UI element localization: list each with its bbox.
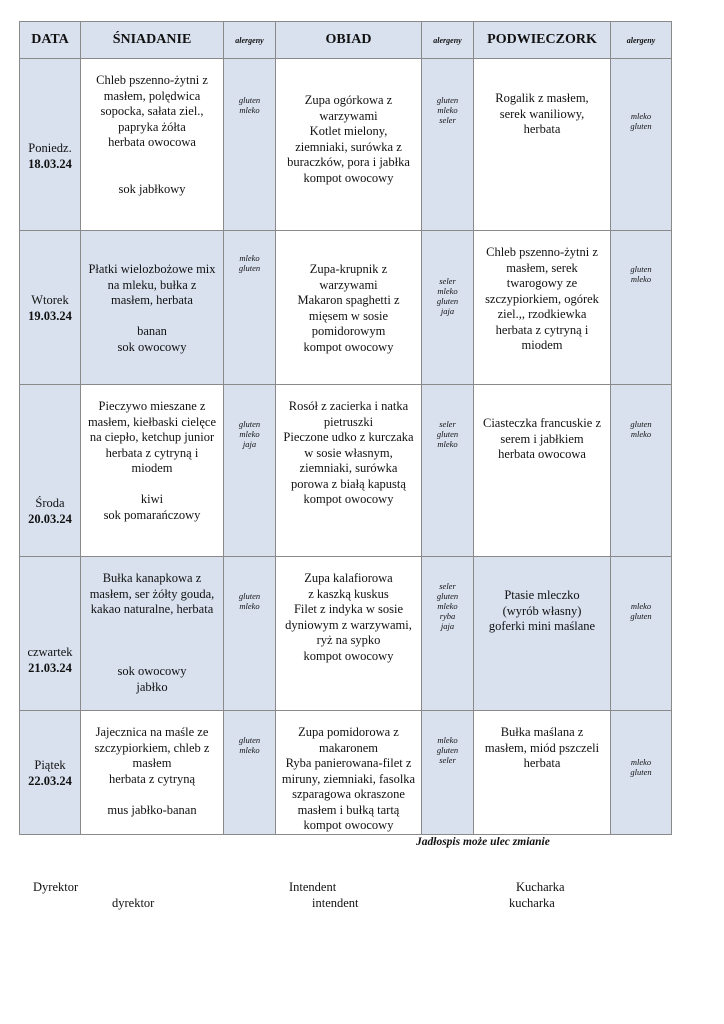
snack-allergens: mleko gluten: [630, 757, 652, 777]
lunch-allergens: seler mleko gluten jaja: [436, 276, 459, 316]
header-breakfast: ŚNIADANIE: [81, 22, 224, 59]
day-name: czwartek: [27, 644, 73, 659]
day-name: Środa: [35, 495, 65, 510]
breakfast-allergens: gluten mleko: [238, 735, 261, 755]
day-date: 21.03.24: [28, 660, 72, 675]
day-cell: [20, 711, 81, 835]
menu-table: [19, 21, 672, 835]
day-cell: [20, 231, 81, 385]
cook-title: Kucharka: [516, 880, 565, 894]
day-cell: [20, 557, 81, 711]
breakfast-allergens: mleko gluten: [238, 253, 261, 273]
menu-change-note: Jadłospis może ulec zmianie: [416, 836, 550, 848]
header-lunch: OBIAD: [276, 22, 422, 59]
day-cell: [20, 385, 81, 557]
snack-allergens: gluten mleko: [630, 419, 652, 439]
breakfast-cell: Jajecznica na maśle ze szczypiorkiem, chleb z masłem herbata z cytryną mus jabłko-banan: [94, 725, 210, 817]
day-row: [20, 385, 672, 557]
intendant-title: Intendent: [289, 880, 337, 894]
lunch-cell: Zupa pomidorowa z makaronem Ryba panierowana-filet z miruny, ziemniaki, fasolka szparagowa okraszone masłem i bułką tartą kompot owocowy: [281, 725, 416, 832]
snack-cell: Chleb pszenno-żytni z masłem, serek twarogowy ze szczypiorkiem, ogórek ziel.,, rzodkiewka herbata z cytryną i miodem: [485, 245, 599, 352]
breakfast-allergens: gluten mleko: [238, 95, 261, 115]
day-cell: [20, 59, 81, 231]
day-name: Piątek: [34, 757, 66, 772]
header-allergens-lunch: alergeny: [422, 22, 474, 59]
lunch-allergens: mleko gluten seler: [436, 735, 459, 765]
snack-allergens: mleko gluten: [630, 601, 652, 621]
breakfast-cell: Płatki wielozbożowe mix na mleku, bułka z masłem, herbata banan sok owocowy: [88, 262, 216, 354]
breakfast-allergens: gluten mleko: [238, 591, 261, 611]
day-row: [20, 711, 672, 835]
snack-cell: Ciasteczka francuskie z serem i jabłkiem herbata owocowa: [483, 416, 601, 461]
day-date: 20.03.24: [28, 511, 72, 526]
day-date: 18.03.24: [28, 156, 72, 171]
breakfast-allergens: gluten mleko jaja: [238, 419, 261, 449]
header-snack: PODWIECZORK: [474, 22, 611, 59]
day-date: 19.03.24: [28, 308, 72, 323]
lunch-allergens: seler gluten mleko: [436, 419, 459, 449]
lunch-cell: Zupa kalafiorowa z kaszką kuskus Filet z indyka w sosie dyniowym z warzywami, ryż na sypko kompot owocowy: [285, 571, 412, 663]
snack-cell: Bułka maślana z masłem, miód pszczeli herbata: [484, 725, 600, 770]
lunch-cell: Rosół z zacierka i natka pietruszki Pieczone udko z kurczaka w sosie własnym, ziemniaki, surówka porowa z białą kapustą kompot owocowy: [283, 399, 414, 506]
breakfast-cell: Pieczywo mieszane z masłem, kiełbaski cielęce na ciepło, ketchup junior herbata z cytryną i miodem kiwi sok pomarańczowy: [87, 399, 217, 522]
header-row: [20, 22, 672, 59]
day-date: 22.03.24: [28, 773, 72, 788]
day-name: Wtorek: [31, 292, 69, 307]
header-allergens-breakfast: alergeny: [224, 22, 276, 59]
day-row: [20, 557, 672, 711]
snack-cell: Ptasie mleczko (wyrób własny) goferki mini maślane: [488, 588, 596, 633]
day-row: [20, 59, 672, 231]
director-name: dyrektor: [112, 896, 155, 910]
lunch-allergens: seler gluten mleko ryba jaja: [436, 581, 459, 631]
cook-name: kucharka: [509, 896, 555, 910]
breakfast-cell: Chleb pszenno-żytni z masłem, polędwica sopocka, sałata ziel., papryka żółta herbata owocowa sok jabłkowy: [96, 73, 208, 196]
day-name: Poniedz.: [28, 140, 72, 155]
header-allergens-snack: alergeny: [611, 22, 672, 59]
breakfast-cell: Bułka kanapkowa z masłem, ser żółty gouda, kakao naturalne, herbata sok owocowy jabłko: [89, 571, 215, 694]
lunch-cell: Zupa ogórkowa z warzywami Kotlet mielony, ziemniaki, surówka z buraczków, pora i jabłka kompot owocowy: [287, 93, 410, 185]
header-data: DATA: [20, 22, 81, 59]
snack-allergens: gluten mleko: [630, 264, 652, 284]
intendant-name: intendent: [312, 896, 359, 910]
director-title: Dyrektor: [33, 880, 79, 894]
lunch-cell: Zupa-krupnik z warzywami Makaron spaghetti z mięsem w sosie pomidorowym kompot owocowy: [297, 262, 400, 354]
day-row: [20, 231, 672, 385]
snack-allergens: mleko gluten: [630, 111, 652, 131]
snack-cell: Rogalik z masłem, serek waniliowy, herbata: [495, 91, 589, 136]
lunch-allergens: gluten mleko seler: [436, 95, 459, 125]
